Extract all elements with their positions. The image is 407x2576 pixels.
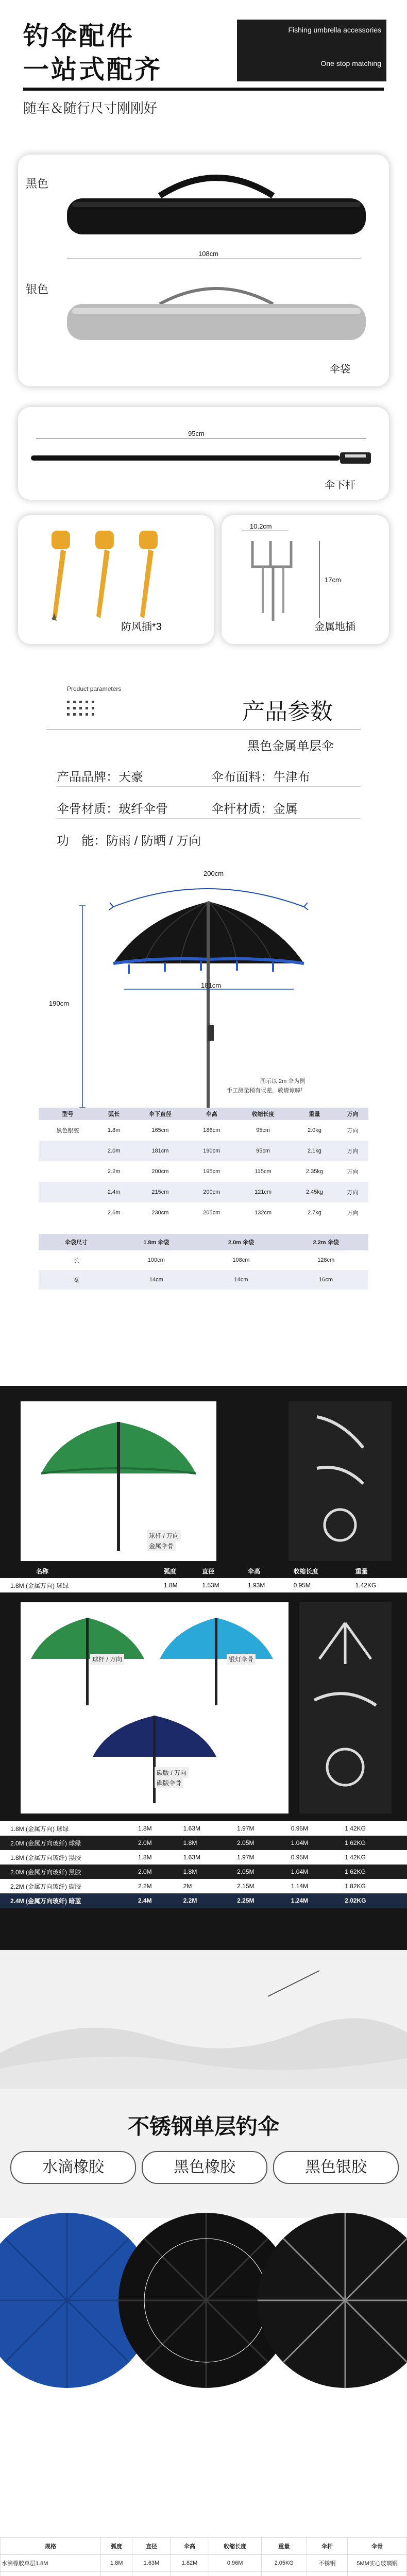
title-line2: 一站式配齐: [23, 55, 162, 84]
table-row: [0, 1821, 407, 1836]
grid-header: 弧度: [164, 1567, 177, 1575]
table-header: 重量: [261, 2538, 307, 2555]
spec-table-wrap: [39, 1108, 368, 1223]
table-cell: 黑色银胶: [56, 1128, 79, 1134]
table-cell: 2.6m: [107, 1210, 121, 1216]
spec-header: 收缩长度: [251, 1111, 275, 1117]
umbrella-variants-image: [0, 2192, 407, 2434]
anchor-side-size: 17cm: [325, 576, 341, 584]
bag-header: 2.0m 伞袋: [228, 1240, 255, 1246]
param-row-1: [57, 767, 366, 785]
table-cell: [261, 2572, 307, 2576]
grid-header: 收缩长度: [293, 1567, 318, 1575]
grid-header: 直径: [202, 1567, 215, 1575]
param-rule-2: [57, 818, 361, 819]
subtitle: 随车＆随行尺寸刚刚好: [23, 100, 158, 116]
spec-header: 弧长: [108, 1111, 120, 1117]
table-cell: [132, 2572, 171, 2576]
table-cell: [171, 2572, 209, 2576]
table-cell: 1.82M: [171, 2555, 209, 2572]
table-cell: 181cm: [151, 1148, 169, 1154]
table-cell: [1, 2572, 101, 2576]
param-function: 功 能：防雨 / 防晒 / 万向: [57, 834, 201, 848]
anchor-name: 金属地插: [314, 621, 355, 633]
dark-products-section: [0, 1386, 407, 1950]
table-cell: 万向: [347, 1169, 359, 1175]
table-cell: 200cm: [203, 1189, 221, 1195]
bag-black-image: [62, 165, 371, 242]
tab-black-rubber[interactable]: [142, 2151, 267, 2184]
stainless-table-wrap: [0, 2537, 407, 2576]
table-cell: 14cm: [234, 1277, 248, 1283]
table-cell: 万向: [347, 1210, 359, 1216]
note-line1: 图示以 2m 伞为例: [260, 1078, 306, 1084]
table-cell: 2.25M: [237, 1897, 255, 1904]
table-cell: [39, 1182, 97, 1202]
param-brand: 产品品牌：天豪: [57, 770, 143, 784]
table-cell: 2.05M: [237, 1839, 255, 1846]
english-title: Fishing umbrella accessories: [288, 26, 381, 34]
table-row: [1, 2555, 407, 2572]
table-cell: [39, 1202, 97, 1223]
table-cell: 1.8M (金属万向) 球绿: [10, 1825, 69, 1833]
table-cell: 200cm: [151, 1168, 169, 1175]
grid-table-2: [0, 1821, 407, 1908]
table-header: 收缩长度: [209, 2538, 261, 2555]
dot-pattern-icon: [67, 701, 113, 724]
title-line1: 钓伞配件: [23, 22, 134, 50]
bag-name: 伞袋: [330, 364, 350, 375]
grid-header-row: [0, 1564, 407, 1578]
table-cell: 0.95M: [293, 1582, 311, 1589]
table-cell: 1.63M: [183, 1825, 201, 1832]
table-cell: 5MM实心玻璃钢: [348, 2555, 407, 2572]
table-cell: 2.15M: [237, 1883, 255, 1890]
spec-header-row: [39, 1108, 368, 1120]
table-cell: 2.0M: [138, 1868, 152, 1875]
table-cell: 95cm: [256, 1127, 270, 1133]
table-row: [39, 1161, 368, 1182]
table-cell: 165cm: [151, 1127, 169, 1133]
table-header: 伞骨: [348, 2538, 407, 2555]
grid-header: 名称: [36, 1567, 49, 1575]
table-cell: 1.63M: [183, 1854, 201, 1861]
table-cell: 1.42KG: [345, 1854, 366, 1861]
title-underline: [23, 88, 384, 91]
table-cell: [39, 1161, 97, 1182]
note-line2: 手工测量稍有误差，敬请谅解！: [227, 1088, 306, 1094]
dim-left: 190cm: [49, 999, 70, 1007]
table-row: [39, 1202, 368, 1223]
pole-name: 伞下杆: [325, 480, 355, 491]
param-fabric: 伞布面料：牛津布: [211, 770, 310, 784]
photo-label-5: 碳版 / 万向: [155, 1767, 189, 1778]
table-cell: 宽: [73, 1277, 79, 1283]
table-cell: 2.05KG: [261, 2555, 307, 2572]
table-cell: 1.24M: [291, 1897, 309, 1904]
bag-header: 伞袋尺寸: [64, 1240, 88, 1246]
stake-name: 防风插*3: [121, 621, 162, 633]
bag-table-wrap: [39, 1234, 368, 1290]
table-cell: 2.4m: [107, 1189, 121, 1195]
table-cell: 16cm: [319, 1277, 333, 1283]
table-cell: 1.04M: [291, 1868, 309, 1875]
photo-label-6: 碳版伞骨: [155, 1777, 183, 1788]
stainless-header-row: [1, 2538, 407, 2555]
table-cell: 205cm: [203, 1210, 221, 1216]
stainless-section: [0, 1950, 407, 2576]
table-cell: 1.8M: [183, 1868, 197, 1875]
table-cell: 2.2M: [138, 1883, 152, 1890]
table-cell: 2.02KG: [345, 1897, 366, 1904]
table-cell: 128cm: [317, 1257, 335, 1263]
table-cell: 108cm: [232, 1257, 250, 1263]
table-cell: 长: [73, 1258, 79, 1264]
bag-header: 2.2m 伞袋: [313, 1240, 339, 1246]
english-subtitle: One stop matching: [320, 59, 381, 67]
table-row: [39, 1250, 368, 1270]
table-cell: 1.42KG: [355, 1582, 377, 1589]
table-cell: 2.0kg: [307, 1127, 321, 1133]
tab-label: 黑色银胶: [305, 2159, 367, 2176]
table-cell: 2.2m: [107, 1168, 121, 1175]
table-cell: [39, 1141, 97, 1161]
table-cell: 1.14M: [291, 1883, 309, 1890]
param-pole: 伞杆材质：金属: [211, 802, 298, 816]
table-cell: 水滴橡胶单层1.8M: [1, 2555, 101, 2572]
table-cell: 1.93M: [247, 1582, 265, 1589]
table-cell: 1.04M: [291, 1839, 309, 1846]
umbrella-diagram: [52, 871, 371, 1118]
dim-top: 200cm: [204, 870, 224, 877]
table-cell: 1.8m: [107, 1127, 121, 1133]
grid-table: [0, 1564, 407, 1592]
table-cell: 14cm: [149, 1277, 163, 1283]
table-row: [0, 1865, 407, 1879]
table-cell: 186cm: [203, 1127, 221, 1133]
bag-black-label: 黑色: [26, 177, 49, 190]
table-cell: 195cm: [203, 1168, 221, 1175]
table-cell: 2.2M: [183, 1897, 197, 1904]
bag-length: 108cm: [198, 250, 219, 258]
spec-header: 重量: [309, 1111, 320, 1117]
table-cell: [209, 2572, 261, 2576]
table-cell: 不锈钢: [307, 2555, 347, 2572]
table-cell: 2.2M (金属万向玻纤) 碳胶: [10, 1883, 81, 1890]
table-cell: 2.35kg: [306, 1168, 323, 1175]
table-cell: 132cm: [255, 1210, 272, 1216]
table-cell: [101, 2572, 132, 2576]
table-header: 伞杆: [307, 2538, 347, 2555]
table-cell: 1.62KG: [345, 1868, 366, 1875]
table-row: [39, 1270, 368, 1290]
table-row: [0, 1893, 407, 1908]
spec-header: 万向: [347, 1111, 359, 1117]
bag-silver-label: 银色: [26, 283, 49, 296]
table-cell: 万向: [347, 1148, 359, 1155]
stake-image: [36, 520, 191, 623]
pole-length: 95cm: [188, 430, 205, 437]
table-cell: 1.8M: [183, 1839, 197, 1846]
anchor-top-size: 10.2cm: [250, 522, 272, 530]
accessories-section: [0, 0, 407, 654]
table-cell: 95cm: [256, 1148, 270, 1154]
param-rib: 伞骨材质：玻纤伞骨: [57, 802, 168, 816]
param-rule-1: [57, 786, 361, 787]
bag-header: 1.8m 伞袋: [143, 1240, 169, 1246]
table-header: 弧度: [101, 2538, 132, 2555]
table-cell: 190cm: [203, 1148, 221, 1154]
table-row: [1, 2572, 407, 2576]
photo-label-3: 球杆 / 万向: [90, 1654, 124, 1665]
params-subtitle: 黑色金属单层伞: [247, 739, 334, 753]
dim-mid: 181cm: [201, 981, 222, 989]
param-row-2: [57, 799, 366, 817]
table-cell: 1.8M: [101, 2555, 132, 2572]
table-row: [0, 1578, 407, 1592]
table-cell: 0.95M: [291, 1825, 309, 1832]
table-cell: 2.0M: [138, 1839, 152, 1846]
bag-silver-image: [62, 268, 371, 350]
params-en-label: Product parameters: [67, 685, 122, 692]
table-cell: 2.4M (金属万向玻纤) 暗蓝: [10, 1897, 81, 1905]
table-cell: 1.62KG: [345, 1839, 366, 1846]
table-cell: 1.8M (金属万向玻纤) 黑胶: [10, 1854, 81, 1861]
table-cell: 1.97M: [237, 1825, 255, 1832]
detail-photo-icons: [301, 1406, 379, 1556]
detail-photo-icons-2: [304, 1607, 386, 1808]
bag-size-table: [39, 1234, 368, 1290]
table-cell: 1.82KG: [345, 1883, 366, 1890]
params-title: 产品参数: [242, 699, 333, 724]
photo-label-1: 球杆 / 万向: [147, 1530, 181, 1541]
table-cell: 0.96M: [209, 2555, 261, 2572]
spec-table: [39, 1108, 368, 1223]
table-row: [39, 1120, 368, 1141]
anchor-image: [242, 536, 304, 623]
table-row: [39, 1141, 368, 1161]
table-cell: 230cm: [151, 1210, 169, 1216]
table-cell: 0.95M: [291, 1854, 309, 1861]
table-cell: [348, 2572, 407, 2576]
grid-table-1: [0, 1564, 407, 1592]
grid-header: 重量: [355, 1567, 368, 1575]
grid-header: 伞高: [247, 1567, 260, 1575]
table-cell: 121cm: [255, 1189, 272, 1195]
table-cell: 万向: [347, 1128, 359, 1134]
table-cell: 100cm: [147, 1257, 165, 1263]
table-cell: 1.8M: [164, 1582, 178, 1589]
tab-water-rubber[interactable]: [10, 2151, 136, 2184]
table-header: 直径: [132, 2538, 171, 2555]
table-cell: 1.53M: [202, 1582, 219, 1589]
spec-header: 型号: [62, 1111, 74, 1117]
spec-header: 伞高: [206, 1111, 217, 1117]
grid-table: [0, 1821, 407, 1908]
tab-label: 黑色橡胶: [174, 2159, 235, 2176]
photo-label-2: 金属伞骨: [147, 1540, 176, 1551]
bag-header-row: [39, 1234, 368, 1250]
table-cell: 2.4M: [138, 1897, 152, 1904]
tab-label: 水滴橡胶: [42, 2159, 104, 2176]
table-header: 规格: [1, 2538, 101, 2555]
table-cell: 2.0M (金属万向玻纤) 球绿: [10, 1839, 81, 1847]
table-row: [0, 1879, 407, 1893]
table-cell: 1.8M (金属万向) 球绿: [10, 1582, 69, 1589]
table-cell: 1.8M: [138, 1825, 152, 1832]
pole-image: [31, 448, 376, 469]
table-header: 伞高: [171, 2538, 209, 2555]
table-cell: 1.97M: [237, 1854, 255, 1861]
table-cell: 215cm: [151, 1189, 169, 1195]
table-row: [0, 1836, 407, 1850]
photo-label-4: 银灯伞骨: [227, 1654, 256, 1665]
tab-black-silver[interactable]: [273, 2151, 399, 2184]
stainless-title: 不锈钢单层钓伞: [127, 2114, 279, 2139]
table-cell: 1.63M: [132, 2555, 171, 2572]
param-row-3: [57, 831, 366, 849]
table-cell: 1.8M: [138, 1854, 152, 1861]
table-row: [0, 1850, 407, 1865]
table-cell: 1.42KG: [345, 1825, 366, 1832]
anchor-side-line: [319, 541, 320, 618]
table-cell: [307, 2572, 347, 2576]
table-cell: 2.45kg: [306, 1189, 323, 1195]
table-cell: 2.7kg: [307, 1210, 321, 1216]
table-cell: 115cm: [255, 1168, 272, 1175]
table-cell: 2.1kg: [307, 1148, 321, 1154]
spec-header: 伞下直径: [148, 1111, 172, 1117]
table-cell: 万向: [347, 1190, 359, 1196]
stainless-table: [0, 2537, 407, 2576]
table-cell: 2M: [183, 1883, 192, 1890]
table-row: [39, 1182, 368, 1202]
table-cell: 2.05M: [237, 1868, 255, 1875]
params-title-rule: [46, 729, 361, 730]
table-cell: 2.0M (金属万向玻纤) 黑胶: [10, 1868, 81, 1876]
table-cell: 2.0m: [107, 1148, 121, 1154]
